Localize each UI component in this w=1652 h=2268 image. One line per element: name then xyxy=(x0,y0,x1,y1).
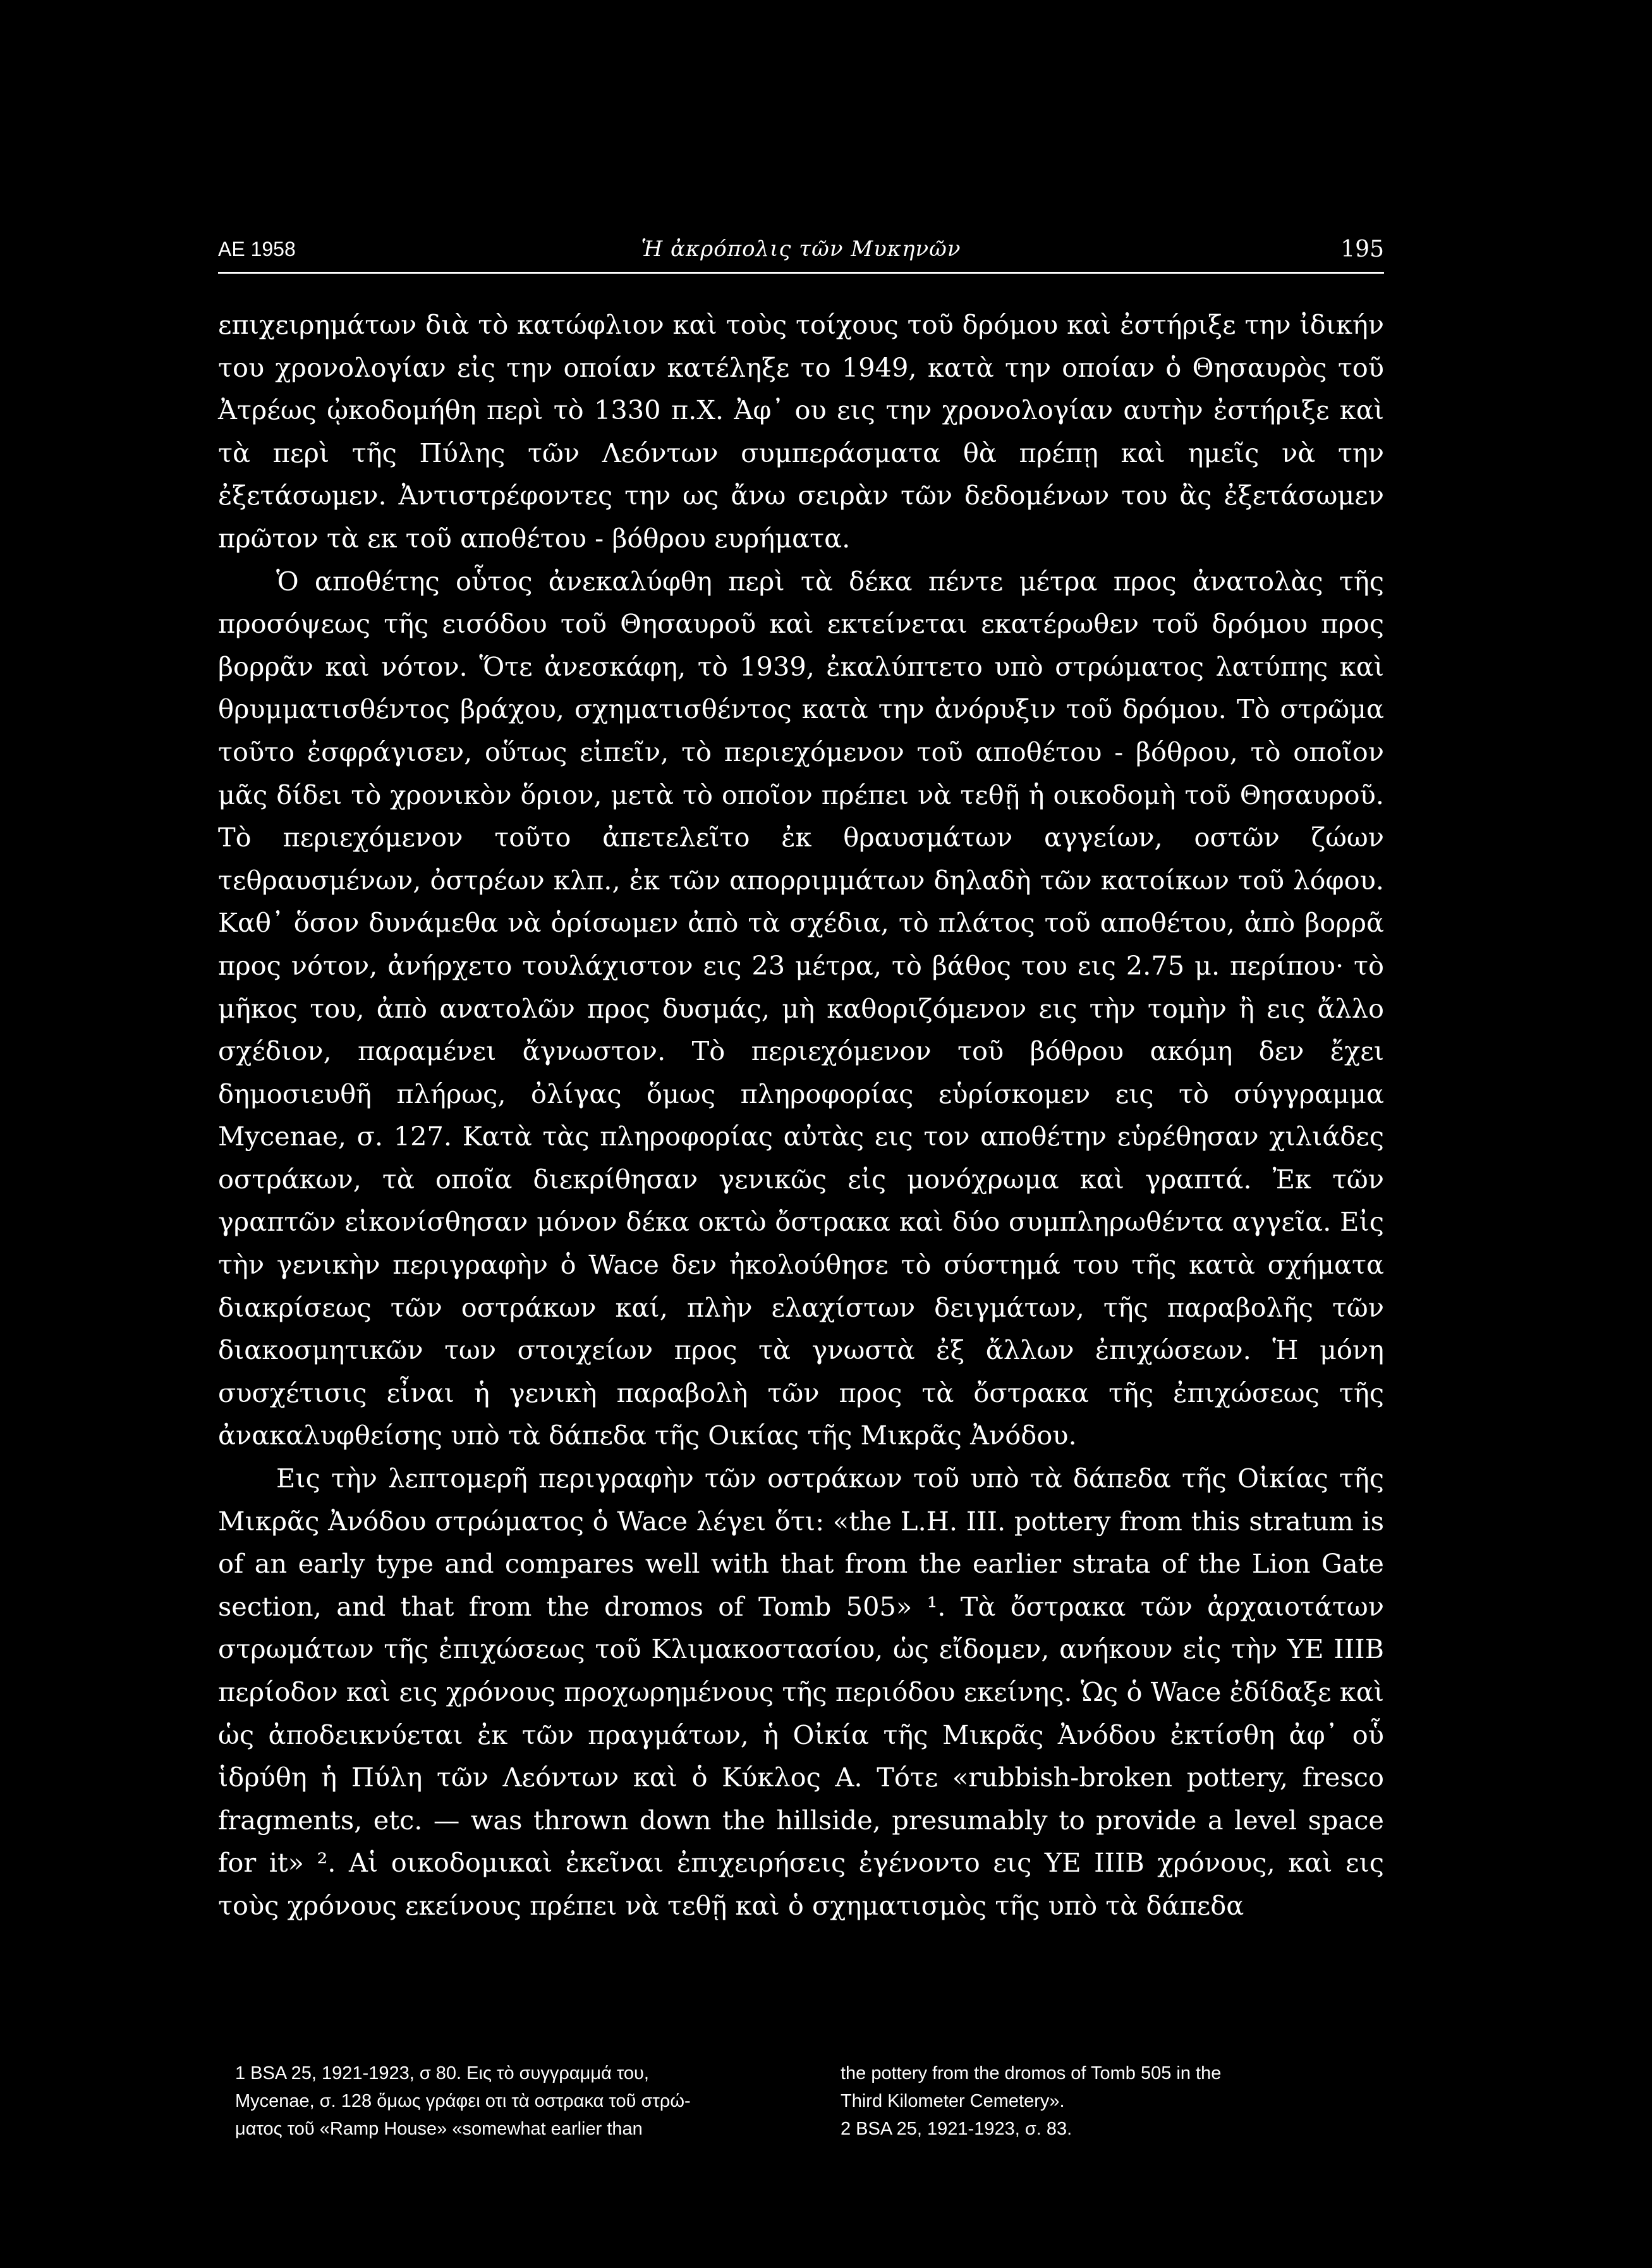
footnote-line: 1 BSA 25, 1921-1923, σ 80. Εις τὸ συγγραμμά του, xyxy=(235,2063,649,2083)
footnote-line: ματος τοῦ «Ramp House» «somewhat earlier than xyxy=(235,2119,643,2139)
running-header xyxy=(218,231,1384,269)
footnote-line: 2 BSA 25, 1921-1923, σ. 83. xyxy=(841,2119,1072,2139)
footnotes xyxy=(235,2059,1384,2143)
running-title: Ἡ ἀκρόπολις τῶν Μυκηνῶν xyxy=(641,236,961,262)
body-text xyxy=(218,303,1384,1927)
header-rule xyxy=(218,272,1384,274)
footnotes-left-column xyxy=(235,2059,779,2143)
paragraph-2: Ὁ αποθέτης οὗτος ἀνεκαλύφθη περὶ τὰ δέκα πέντε μέτρα προς ἀνατολὰς τῆς προσόψεως τῆς εισόδου τοῦ Θησαυροῦ καὶ εκτείνεται εκατέρωθεν τοῦ δρόμου προς βορρᾶν καὶ νότον. Ὅτε ἀνεσκάφη, τὸ 1939, ἐκαλύπτετο υπὸ στρώματος λατύπης καὶ θρυμματισθέντος βράχου, σχηματισθέντος κατὰ την ἀνόρυξιν τοῦ δρόμου. Τὸ στρῶμα τοῦτο ἐσφράγισεν, οὕτως εἰπεῖν, τὸ περιεχόμενον τοῦ αποθέτου - βόθρου, τὸ οποῖον μᾶς δίδει τὸ χρονικὸν ὅριον, μετὰ τὸ οποῖον πρέπει νὰ τεθῇ ἡ οικοδομὴ τοῦ Θησαυροῦ. Τὸ περιεχόμενον τοῦτο ἀπετελεῖτο ἐκ θραυσμάτων αγγείων, οστῶν ζώων τεθραυσμένων, ὀστρέων κλπ., ἐκ τῶν απορριμμάτων δηλαδὴ τῶν κατοίκων τοῦ λόφου. Καθ᾽ ὅσον δυνάμεθα νὰ ὁρίσωμεν ἀπὸ τὰ σχέδια, τὸ πλάτος τοῦ αποθέτου, ἀπὸ βορρᾶ προς νότον, ἀνήρχετο τουλάχιστον εις 23 μέτρα, τὸ βάθος του εις 2.75 μ. περίπου· τὸ μῆκος του, ἀπὸ ανατολῶν προς δυσμάς, μὴ καθοριζόμενον εις τὴν τομὴν ἢ εις ἄλλο σχέδιον, παραμένει ἄγνωστον. Τὸ περιεχόμενον τοῦ βόθρου ακόμη δεν ἔχει δημοσιευθῆ πλήρως, ὀλίγας ὅμως πληροφορίας εὑρίσκομεν εις τὸ σύγγραμμα Mycenae, σ. 127. Κατὰ τὰς πληροφορίας αὐτὰς εις τον αποθέτην εὑρέθησαν χιλιάδες οστράκων, τὰ οποῖα διεκρίθησαν γενικῶς εἰς μονόχρωμα καὶ γραπτά. Ἐκ τῶν γραπτῶν εἰκονίσθησαν μόνον δέκα οκτὼ ὄστρακα καὶ δύο συμπληρωθέντα αγγεῖα. Εἰς τὴν γενικὴν περιγραφὴν ὁ Wace δεν ἠκολούθησε τὸ σύστημά του τῆς κατὰ σχήματα διακρίσεως τῶν οστράκων καί, πλὴν ελαχίστων δειγμάτων, τῆς παραβολῆς τῶν διακοσμητικῶν των στοιχείων προς τὰ γνωστὰ ἐξ ἄλλων ἐπιχώσεων. Ἡ μόνη συσχέτισις εἶναι ἡ γενικὴ παραβολὴ τῶν προς τὰ ὄστρακα τῆς ἐπιχώσεως τῆς ἀνακαλυφθείσης υπὸ τὰ δάπεδα τῆς Οικίας τῆς Μικρᾶς Ἀνόδου. xyxy=(218,565,1384,1451)
footnote-line: Third Kilometer Cemetery». xyxy=(841,2091,1065,2111)
paragraph-1: επιχειρημάτων διὰ τὸ κατώφλιον καὶ τοὺς τοίχους τοῦ δρόμου καὶ ἐστήριξε την ἰδικήν του χρονολογίαν εἰς την οποίαν κατέληξε το 1949, κατὰ την οποίαν ὁ Θησαυρὸς τοῦ Ἀτρέως ᾠκοδομήθη περὶ τὸ 1330 π.Χ. Ἀφ᾽ ου εις την χρονολογίαν αυτὴν ἐστήριξε καὶ τὰ περὶ τῆς Πύλης τῶν Λεόντων συμπεράσματα θὰ πρέπῃ καὶ ημεῖς νὰ την ἐξετάσωμεν. Ἀντιστρέφοντες την ως ἄνω σειρὰν τῶν δεδομένων του ἂς ἐξετάσωμεν πρῶτον τὰ εκ τοῦ αποθέτου - βόθρου ευρήματα. xyxy=(218,309,1384,554)
journal-reference: ΑΕ 1958 xyxy=(218,238,296,260)
page-number: 195 xyxy=(1340,236,1384,262)
footnotes-right-column xyxy=(841,2059,1384,2143)
footnote-line: Mycenae, σ. 128 ὅμως γράφει οτι τὰ οστρακα τοῦ στρώ- xyxy=(235,2091,691,2111)
paragraph-3: Εις τὴν λεπτομερῆ περιγραφὴν τῶν οστράκων τοῦ υπὸ τὰ δάπεδα τῆς Οἰκίας τῆς Μικρᾶς Ἀνόδου στρώματος ὁ Wace λέγει ὅτι: «the L.H. III. pottery from this stratum is of an early type and compares well with that from the earlier strata of the Lion Gate section, and that from the dromos of Tomb 505» ¹. Τὰ ὄστρακα τῶν ἀρχαιοτάτων στρωμάτων τῆς ἐπιχώσεως τοῦ Κλιμακοστασίου, ὡς εἴδομεν, ανήκουν εἰς τὴν ΥΕ ΙΙΙΒ περίοδον καὶ εις χρόνους προχωρημένους τῆς περιόδου εκείνης. Ὡς ὁ Wace ἐδίδαξε καὶ ὡς ἀποδεικνύεται ἐκ τῶν πραγμάτων, ἡ Οἰκία τῆς Μικρᾶς Ἀνόδου ἐκτίσθη ἀφ᾽ οὗ ἱδρύθη ἡ Πύλη τῶν Λεόντων καὶ ὁ Κύκλος Α. Τότε «rubbish-broken pottery, fresco fragments, etc. — was thrown down the hillside, presumably to provide a level space for it» ². Αἱ οικοδομικαὶ ἐκεῖναι ἐπιχειρήσεις ἐγένοντο εις ΥΕ ΙΙΙΒ χρόνους, καὶ εις τοὺς χρόνους εκείνους πρέπει νὰ τεθῇ καὶ ὁ σχηματισμὸς τῆς υπὸ τὰ δάπεδα xyxy=(218,1463,1384,1921)
footnote-line: the pottery from the dromos of Tomb 505 in the xyxy=(841,2063,1222,2083)
